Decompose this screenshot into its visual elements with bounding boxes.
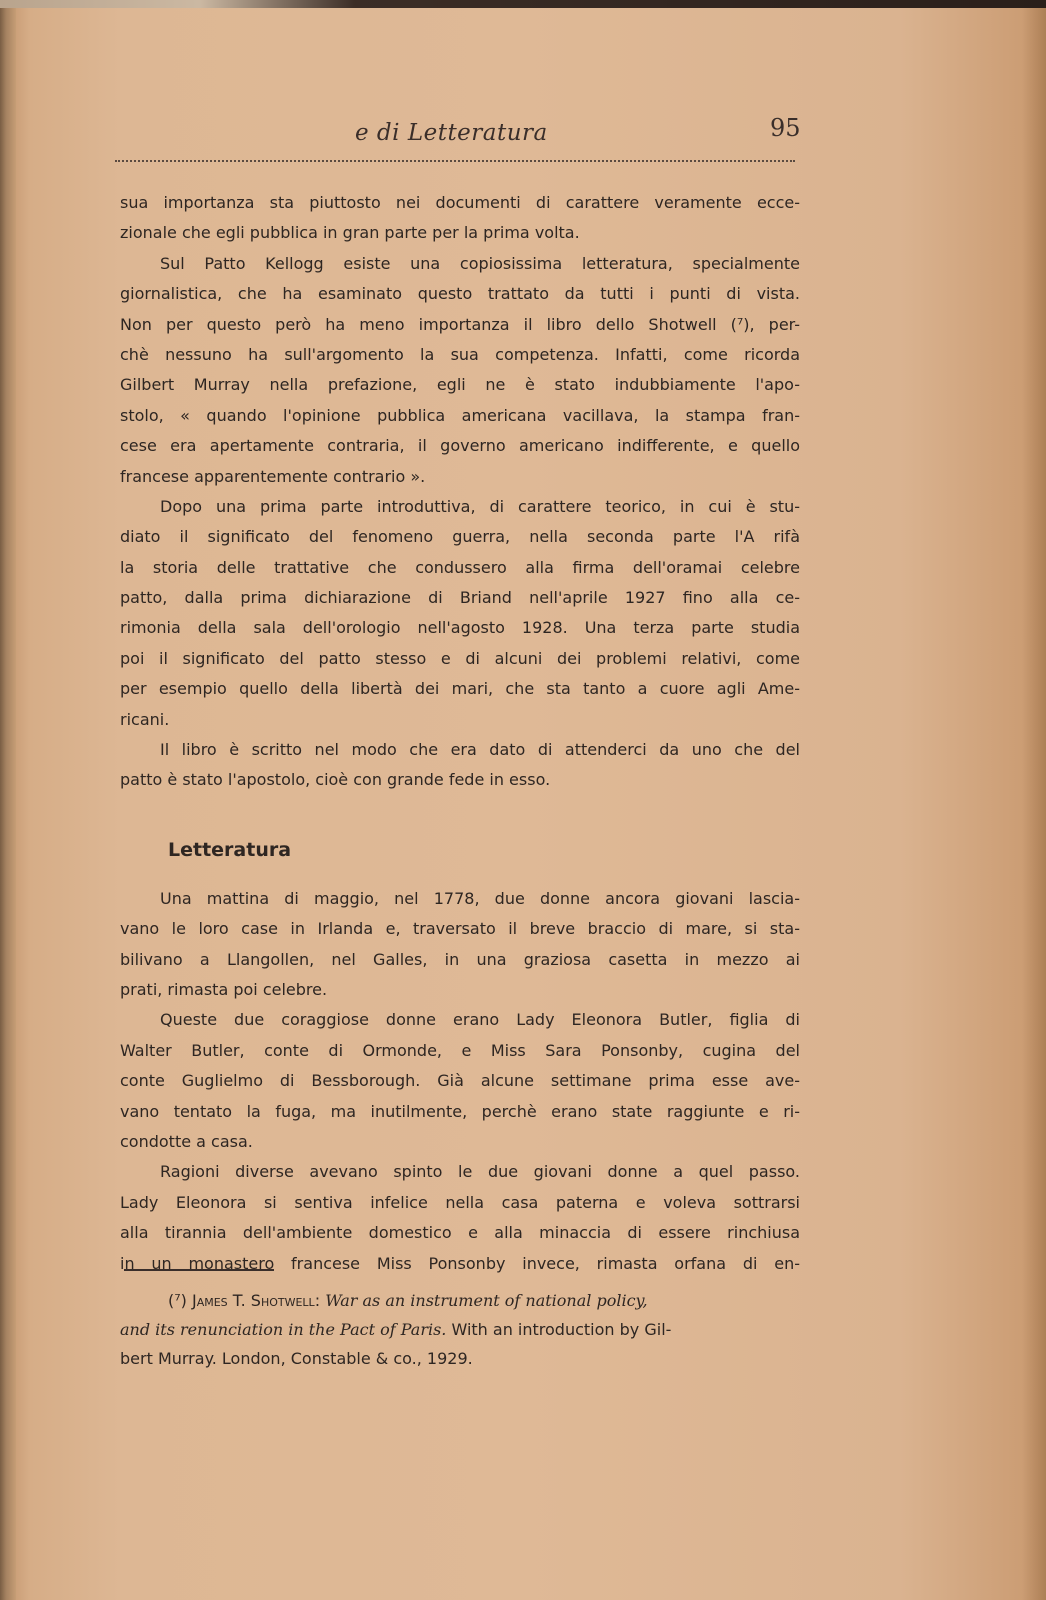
text-line: prati, rimasta poi celebre.: [120, 979, 328, 999]
footnote-title-cont: and its renunciation in the Pact of Paris.: [120, 1320, 447, 1339]
text-line: la storia delle trattative che condussero alla firma dell'oramai celebre: [120, 557, 800, 577]
page-edge-shadow: [1022, 0, 1046, 1600]
section-heading: Letteratura: [168, 838, 292, 861]
text-line: Sul Patto Kellogg esiste una copiosissima letteratura, specialmente: [160, 253, 800, 273]
text-line: Lady Eleonora si sentiva infelice nella casa paterna e voleva sottrarsi: [120, 1192, 800, 1212]
text-line: condotte a casa.: [120, 1131, 253, 1151]
footnote-line: [120, 1315, 800, 1344]
text-line: poi il significato del patto stesso e di alcuni dei problemi relativi, come: [120, 648, 800, 668]
body-text: [120, 188, 800, 1279]
text-line: diato il significato del fenomeno guerra, nella seconda parte l'A rifà: [120, 527, 800, 547]
text-line: patto è stato l'apostolo, cioè con grande fede in esso.: [120, 770, 551, 790]
page-number: 95: [770, 114, 801, 142]
text-line: cese era apertamente contraria, il governo americano indifferente, e quello: [120, 436, 800, 456]
text-line: Ragioni diverse avevano spinto le due giovani donne a quel passo.: [160, 1162, 800, 1182]
scan-top-edge: [0, 0, 1046, 8]
text-line: ricani.: [120, 709, 170, 729]
book-spine-shadow: [0, 0, 16, 1600]
text-line: patto, dalla prima dichiarazione di Briand nell'aprile 1927 fino alla ce-: [120, 588, 800, 608]
running-title: e di Letteratura: [355, 120, 548, 146]
text-line: Walter Butler, conte di Ormonde, e Miss Sara Ponsonby, cugina del: [120, 1040, 800, 1060]
footnote: [120, 1286, 800, 1373]
text-line: Il libro è scritto nel modo che era dato di attenderci da uno che del: [160, 740, 800, 760]
text-line: alla tirannia dell'ambiente domestico e alla minaccia di essere rinchiusa: [120, 1223, 800, 1243]
text-line: bilivano a Llangollen, nel Galles, in una graziosa casetta in mezzo ai: [120, 949, 800, 969]
footnote-marker: (⁷): [168, 1291, 187, 1310]
text-line: in un monastero francese Miss Ponsonby invece, rimasta orfana di en-: [120, 1253, 800, 1273]
text-line: vano le loro case in Irlanda e, traversato il breve braccio di mare, si sta-: [120, 919, 800, 939]
text-line: Queste due coraggiose donne erano Lady Eleonora Butler, figlia di: [160, 1010, 800, 1030]
footnote-author: James T. Shotwell: [192, 1291, 315, 1310]
header-dotted-rule: [115, 160, 795, 162]
text-line: stolo, « quando l'opinione pubblica americana vacillava, la stampa fran-: [120, 405, 800, 425]
text-line: vano tentato la fuga, ma inutilmente, perchè erano state raggiunte e ri-: [120, 1101, 800, 1121]
text-line: Non per questo però ha meno importanza il libro dello Shotwell (⁷), per-: [120, 314, 800, 334]
text-line: zionale che egli pubblica in gran parte per la prima volta.: [120, 223, 580, 243]
text-line: per esempio quello della libertà dei mari, che sta tanto a cuore agli Ame-: [120, 679, 800, 699]
text-line: giornalistica, che ha esaminato questo trattato da tutti i punti di vista.: [120, 284, 800, 304]
text-line: Dopo una prima parte introduttiva, di carattere teorico, in cui è stu-: [160, 496, 800, 516]
text-line: rimonia della sala dell'orologio nell'agosto 1928. Una terza parte studia: [120, 618, 800, 638]
text-line: sua importanza sta piuttosto nei documenti di carattere veramente ecce-: [120, 193, 800, 212]
page-header: [115, 114, 801, 154]
text-line: Una mattina di maggio, nel 1778, due donne ancora giovani lascia-: [160, 888, 800, 908]
footnote-rule: [124, 1269, 274, 1271]
text-line: chè nessuno ha sull'argomento la sua competenza. Infatti, come ricorda: [120, 344, 800, 364]
footnote-line: (⁷) James T. Shotwell: War as an instrument of national policy,: [168, 1291, 648, 1310]
text-line: francese apparentemente contrario ».: [120, 466, 426, 486]
footnote-line: bert Murray. London, Constable & co., 1929.: [120, 1349, 473, 1368]
text-line: conte Guglielmo di Bessborough. Già alcune settimane prima esse ave-: [120, 1071, 800, 1091]
text-line: Gilbert Murray nella prefazione, egli ne è stato indubbiamente l'apo-: [120, 375, 800, 395]
footnote-text: With an introduction by Gil-: [451, 1320, 672, 1339]
footnote-title: War as an instrument of national policy,: [325, 1291, 648, 1310]
